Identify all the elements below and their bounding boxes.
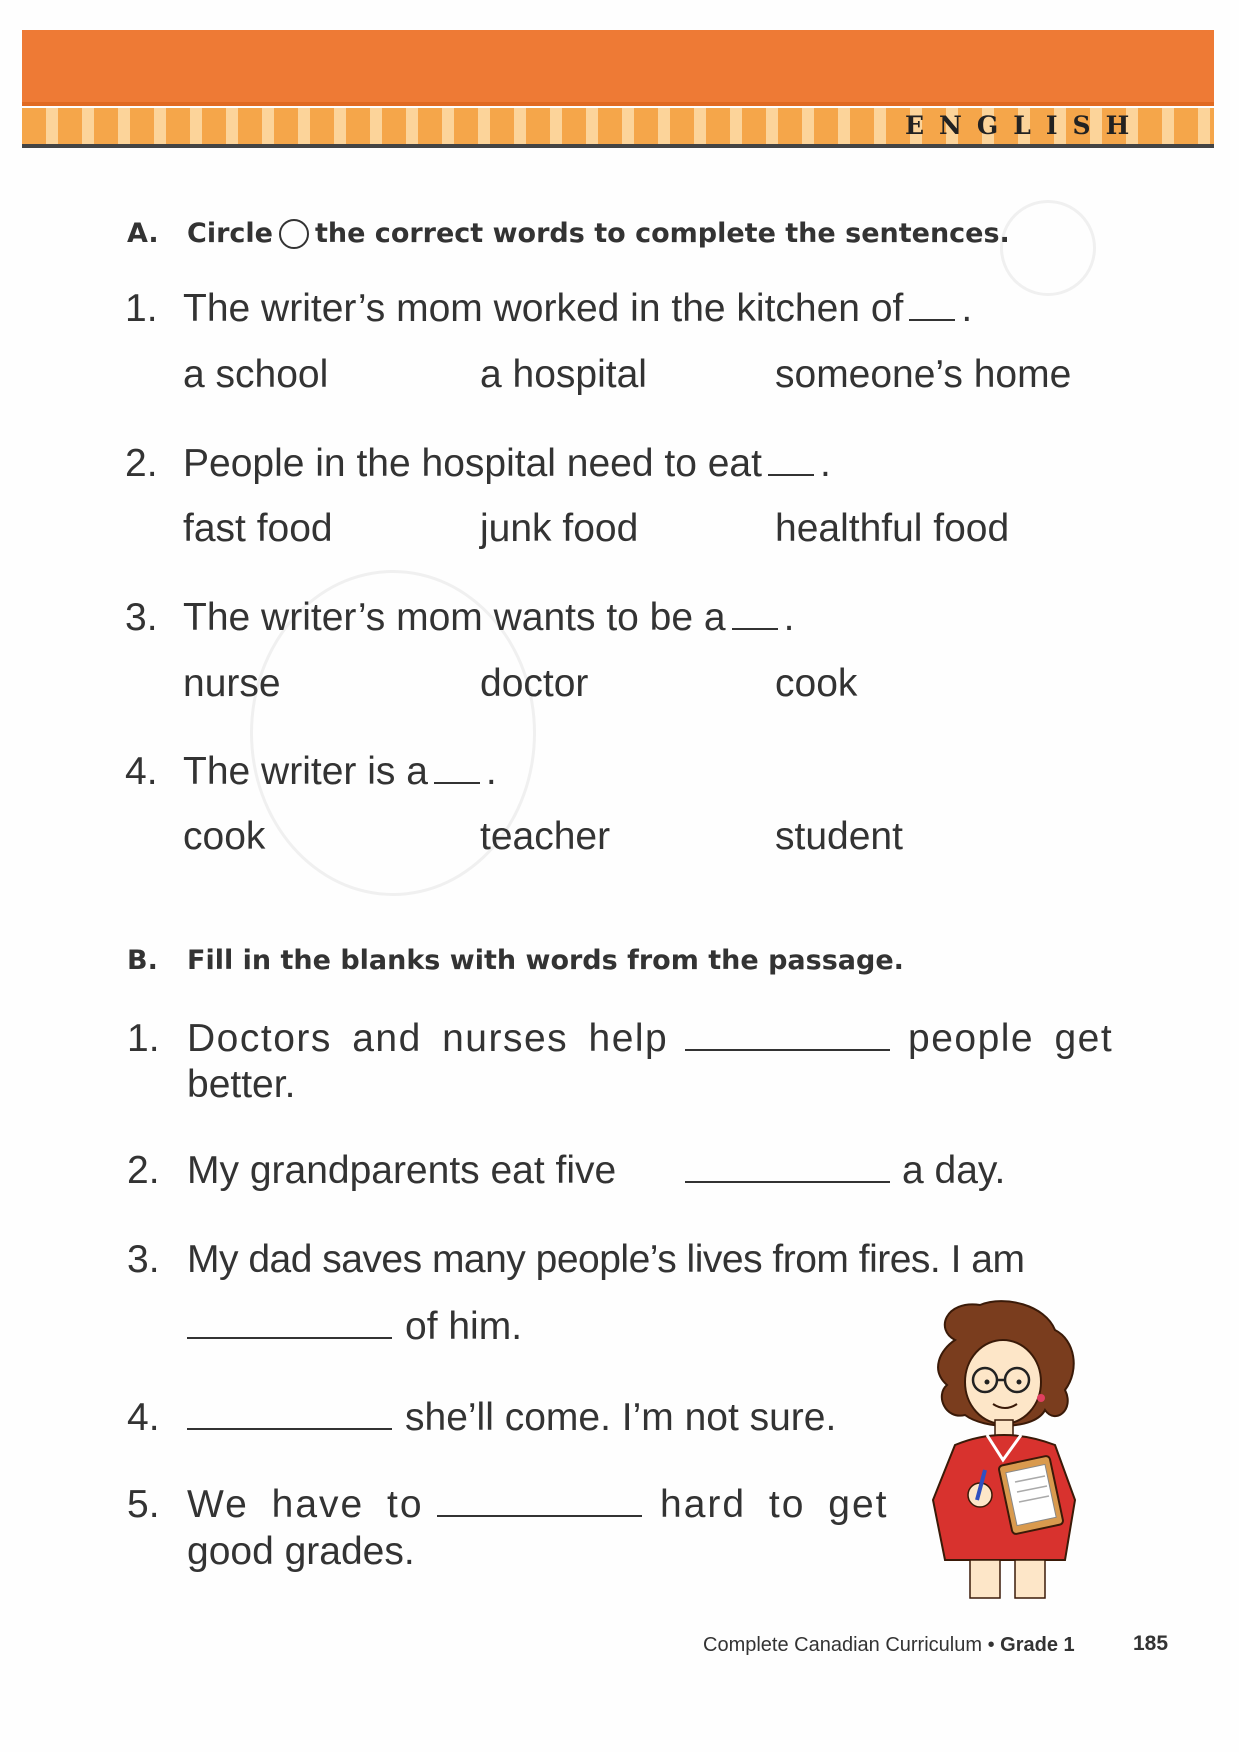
question-number: 4. <box>125 750 158 793</box>
option-a2-1[interactable]: fast food <box>183 507 333 550</box>
section-b-letter: B. <box>127 945 158 976</box>
section-a-instruction <box>127 218 1027 258</box>
question-number: 4. <box>127 1396 160 1439</box>
question-b1-before: Doctors and nurses help <box>187 1017 669 1060</box>
question-b5-after: hard to get <box>660 1483 889 1526</box>
question-b1-blank[interactable] <box>685 1017 890 1061</box>
footer-curriculum: Complete Canadian Curriculum <box>703 1634 983 1656</box>
question-b4-after: she’ll come. I’m not sure. <box>405 1396 837 1439</box>
answer-blank <box>909 318 955 321</box>
option-a1-3[interactable]: someone’s home <box>775 353 1072 396</box>
subject-label: ENGLISH <box>905 110 1145 140</box>
question-b1-line2: better. <box>187 1063 296 1106</box>
question-number: 3. <box>125 596 158 639</box>
section-a-letter: A. <box>127 218 159 249</box>
answer-blank <box>434 781 480 784</box>
section-a-text <box>187 218 1010 249</box>
option-a1-2[interactable]: a hospital <box>480 353 647 396</box>
answer-blank <box>732 627 778 630</box>
header-underline <box>22 144 1214 148</box>
instruction-after: the correct words to complete the sentences. <box>314 218 1010 249</box>
question-b5-before: We have to <box>187 1483 424 1526</box>
question-b2-blank[interactable] <box>685 1149 890 1193</box>
nurse-illustration <box>925 1300 1095 1600</box>
page-number: 185 <box>1133 1632 1169 1655</box>
footer-grade: Grade 1 <box>1000 1634 1075 1656</box>
question-stem: People in the hospital need to eat <box>183 442 762 485</box>
question-number: 2. <box>127 1149 160 1192</box>
circle-icon <box>279 219 309 249</box>
question-b4-blank[interactable] <box>187 1396 392 1440</box>
question-text: The writer is a . <box>183 750 497 793</box>
question-number: 3. <box>127 1238 160 1281</box>
header-band <box>22 30 1214 102</box>
question-text: The writer’s mom wants to be a . <box>183 596 795 639</box>
question-stem: The writer’s mom wants to be a <box>183 596 726 639</box>
option-a1-1[interactable]: a school <box>183 353 329 396</box>
answer-blank <box>768 473 814 476</box>
option-a4-3[interactable]: student <box>775 815 903 858</box>
option-a3-2[interactable]: doctor <box>480 662 589 705</box>
question-b5-blank[interactable] <box>437 1483 642 1527</box>
footer-bullet: • <box>987 1634 995 1656</box>
question-number: 1. <box>125 287 158 330</box>
option-a3-1[interactable]: nurse <box>183 662 281 705</box>
question-text: People in the hospital need to eat . <box>183 442 831 485</box>
option-a3-3[interactable]: cook <box>775 662 858 705</box>
option-a2-2[interactable]: junk food <box>480 507 639 550</box>
question-stem: The writer is a <box>183 750 428 793</box>
question-b3-before: My dad saves many people’s lives from fires. I am <box>187 1238 1025 1281</box>
option-a4-2[interactable]: teacher <box>480 815 611 858</box>
question-stem: The writer’s mom worked in the kitchen of <box>183 287 904 330</box>
section-b-instruction <box>127 945 1027 985</box>
question-b2-before: My grandparents eat five <box>187 1149 617 1192</box>
question-b3-blank[interactable] <box>187 1305 392 1349</box>
option-a2-3[interactable]: healthful food <box>775 507 1010 550</box>
instruction-before: Circle <box>187 218 273 249</box>
section-b-text: Fill in the blanks with words from the passage. <box>187 945 904 976</box>
question-b5-line2: good grades. <box>187 1530 415 1573</box>
question-b1-after: people get <box>908 1017 1114 1060</box>
question-text: The writer’s mom worked in the kitchen of . <box>183 287 973 330</box>
question-b3-after: of him. <box>405 1305 523 1348</box>
question-number: 5. <box>127 1483 160 1526</box>
question-number: 1. <box>127 1017 160 1060</box>
question-number: 2. <box>125 442 158 485</box>
option-a4-1[interactable]: cook <box>183 815 266 858</box>
footer-credit <box>703 1634 1075 1657</box>
question-b2-after: a day. <box>902 1149 1006 1192</box>
